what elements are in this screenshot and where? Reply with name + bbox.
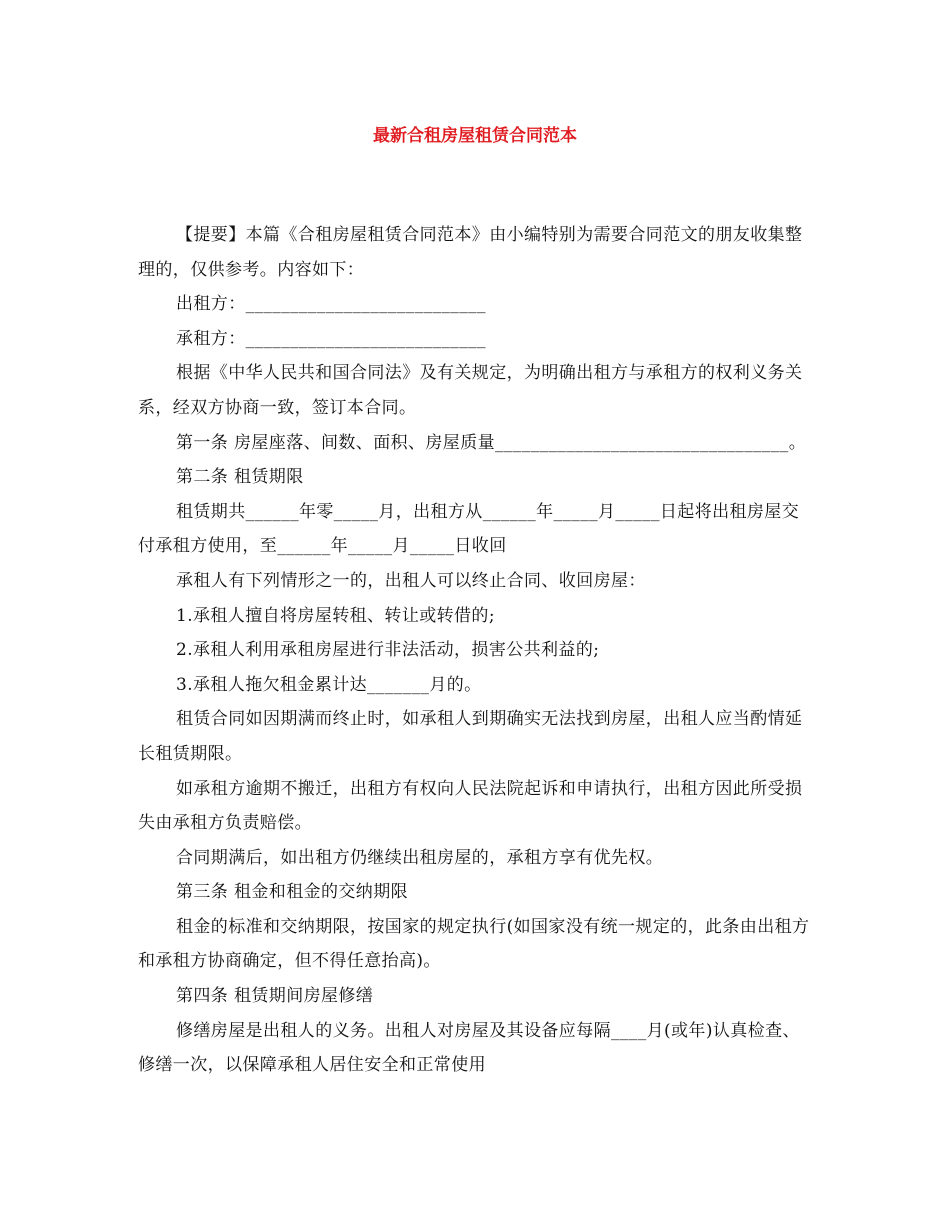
priority-right-paragraph: 合同期满后，如出租方仍继续出租房屋的，承租方享有优先权。	[176, 847, 664, 868]
article-2-heading: 第二条 租赁期限	[176, 467, 304, 488]
lease-term-paragraph: 租赁期共______年零_____月，出租方从______年_____月_____日起将出租房屋交付承租方使用，至______年_____月_____日收回	[138, 501, 800, 557]
expiry-extension-paragraph: 租赁合同如因期满而终止时，如承租人到期确实无法找到房屋，出租人应当酌情延长租赁期限。	[138, 709, 803, 764]
termination-item-1: 1.承租人擅自将房屋转租、转让或转借的;	[176, 605, 495, 626]
article-4-heading: 第四条 租赁期间房屋修缮	[176, 986, 374, 1007]
repair-paragraph: 修缮房屋是出租人的义务。出租人对房屋及其设备应每隔____月(或年)认真检查、修缮一次，以保障承租人居住安全和正常使用	[138, 1020, 800, 1076]
lessor-line: 出租方：___________________________	[176, 294, 486, 315]
termination-item-2: 2.承租人利用承租房屋进行非法活动，损害公共利益的;	[176, 640, 600, 661]
preamble-paragraph: 根据《中华人民共和国合同法》及有关规定，为明确出租方与承租方的权利义务关系，经双方协商一致，签订本合同。	[138, 363, 803, 418]
termination-item-3: 3.承租人拖欠租金累计达_______月的。	[176, 674, 482, 695]
article-3-heading: 第三条 租金和租金的交纳期限	[176, 882, 409, 903]
termination-intro: 承租人有下列情形之一的，出租人可以终止合同、收回房屋：	[176, 570, 646, 591]
summary-paragraph: 【提要】本篇《合租房屋租赁合同范本》由小编特别为需要合同范文的朋友收集整理的，仅供参考。内容如下：	[138, 225, 803, 280]
document-body	[138, 218, 814, 1083]
lessee-line: 承租方：___________________________	[176, 328, 486, 349]
overdue-move-paragraph: 如承租方逾期不搬迁，出租方有权向人民法院起诉和申请执行，出租方因此所受损失由承租方负责赔偿。	[138, 778, 803, 834]
document-title: 最新合租房屋租赁合同范本	[373, 126, 577, 146]
article-1-paragraph: 第一条 房屋座落、间数、面积、房屋质量_________________________________。	[176, 432, 807, 453]
rent-standard-paragraph: 租金的标准和交纳期限，按国家的规定执行(如国家没有统一规定的，此条由出租方和承租方协商确定，但不得任意抬高)。	[138, 916, 810, 972]
